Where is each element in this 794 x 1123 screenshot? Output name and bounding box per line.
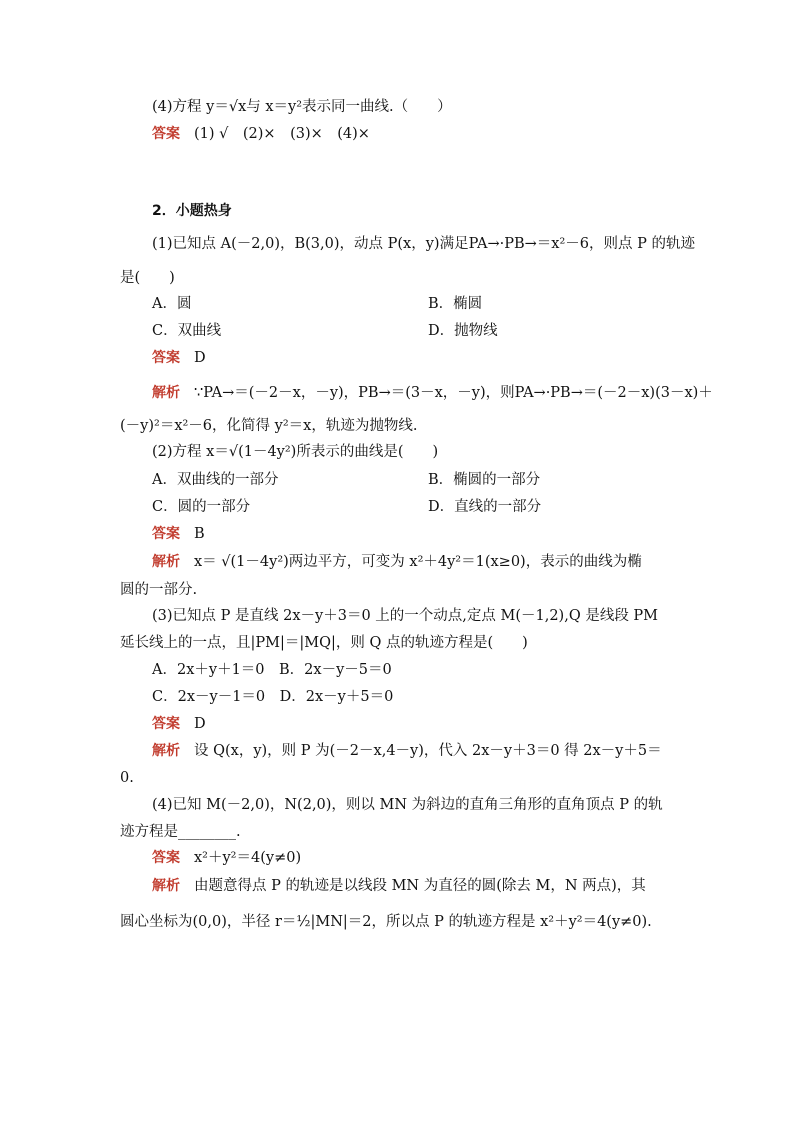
q3-options-ab: A．2x＋y＋1＝0 B．2x－y－5＝0 <box>152 662 392 678</box>
q2-analysis2: 圆的一部分. <box>120 582 198 598</box>
q3-analysis-row <box>152 741 662 761</box>
q4-analysis2: 圆心坐标为(0,0)，半径 r＝½|MN|＝2，所以点 P 的轨迹方程是 x²＋y²＝4(y≠0). <box>120 914 652 930</box>
q2-option-a: A．双曲线的一部分 <box>152 472 279 488</box>
q1-option-a: A．圆 <box>152 296 192 312</box>
analysis-label: 解析 <box>152 878 180 894</box>
q2-options-row2 <box>152 497 712 517</box>
q1-analysis2: (－y)²＝x²－6，化简得 y²＝x，轨迹为抛物线. <box>120 418 418 434</box>
answer-label: 答案 <box>152 350 180 366</box>
q2-answer: B <box>194 526 205 542</box>
q2-option-b: B．椭圆的一部分 <box>428 472 541 488</box>
answer-label: 答案 <box>152 850 180 866</box>
answer-label: 答案 <box>152 126 180 142</box>
q1-answer: D <box>194 350 206 366</box>
q4-answer-row <box>152 848 301 868</box>
section-heading: 2．小题热身 <box>152 203 232 219</box>
q1-option-d: D．抛物线 <box>428 323 498 339</box>
q2-analysis-row <box>152 552 642 572</box>
q4-line2: 迹方程是________. <box>120 824 241 840</box>
answer-label: 答案 <box>152 716 180 732</box>
q2-analysis1: x＝ √(1－4y²)两边平方，可变为 x²＋4y²＝1(x≥0)，表示的曲线为椭 <box>194 554 642 570</box>
q1-line2: 是( ) <box>120 270 175 286</box>
q4-statement: (4)方程 y＝√x与 x＝y²表示同一曲线.（ ） <box>152 99 452 115</box>
q1-answer-row <box>152 348 206 368</box>
q3-options-cd: C．2x－y－1＝0 D．2x－y＋5＝0 <box>152 689 394 705</box>
analysis-label: 解析 <box>152 743 180 759</box>
q3-analysis2: 0. <box>120 770 134 786</box>
answer-label: 答案 <box>152 526 180 542</box>
q3-line2: 延长线上的一点，且|PM|＝|MQ|，则 Q 点的轨迹方程是( ) <box>120 635 528 651</box>
q4-answer: x²＋y²＝4(y≠0) <box>194 850 302 866</box>
q3-line1: (3)已知点 P 是直线 2x－y＋3＝0 上的一个动点,定点 M(－1,2),Q 是线段 PM <box>152 608 659 624</box>
q1-options-row1 <box>152 294 712 314</box>
q2-option-c: C．圆的一部分 <box>152 499 251 515</box>
analysis-label: 解析 <box>152 385 180 401</box>
q3-answer-row <box>152 714 206 734</box>
q2-answer-row <box>152 524 205 544</box>
answer-text: (1) √ (2)× (3)× (4)× <box>194 126 370 142</box>
q2-line1: (2)方程 x＝√(1－4y²)所表示的曲线是( ) <box>152 444 439 460</box>
q4-line1: (4)已知 M(－2,0)，N(2,0)，则以 MN 为斜边的直角三角形的直角顶点 P 的轨 <box>152 797 663 813</box>
q2-options-row1 <box>152 470 712 490</box>
q4-analysis1: 由题意得点 P 的轨迹是以线段 MN 为直径的圆(除去 M，N 两点)，其 <box>194 878 646 894</box>
q1-analysis1: ∵PA→＝(－2－x，－y)，PB→＝(3－x，－y)，则PA→·PB→＝(－2－x)(3－x)＋ <box>194 385 713 401</box>
answer-row-part1 <box>152 124 370 144</box>
analysis-label: 解析 <box>152 554 180 570</box>
q1-options-row2 <box>152 321 712 341</box>
q1-line1: (1)已知点 A(－2,0)，B(3,0)，动点 P(x，y)满足PA→·PB→＝x²－6，则点 P 的轨迹 <box>152 236 695 252</box>
q1-analysis-row <box>152 383 713 403</box>
q3-answer: D <box>194 716 206 732</box>
q1-option-b: B．椭圆 <box>428 296 483 312</box>
q4-analysis-row <box>152 876 646 896</box>
q1-option-c: C．双曲线 <box>152 323 222 339</box>
q3-analysis1: 设 Q(x，y)，则 P 为(－2－x,4－y)，代入 2x－y＋3＝0 得 2x－y＋5＝ <box>194 743 662 759</box>
q2-option-d: D．直线的一部分 <box>428 499 542 515</box>
